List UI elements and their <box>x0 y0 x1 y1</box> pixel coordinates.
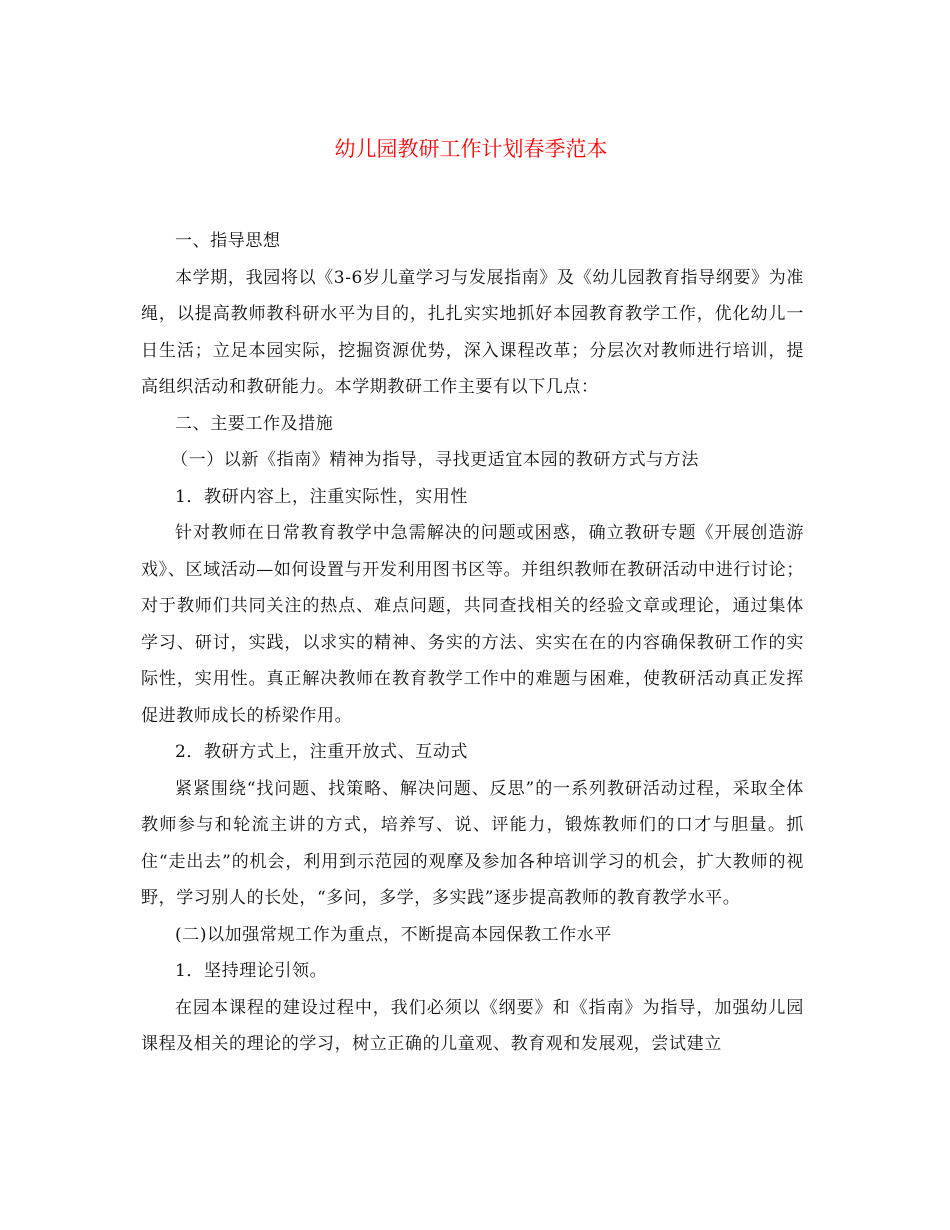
section-heading-guiding-ideology: 一、指导思想 <box>175 231 281 251</box>
paragraph-semester-overview: 本学期，我园将以《3-6岁儿童学习与发展指南》及《幼儿园教育指导纲要》为准绳，以提高教师教科研水平为目的，扎扎实实地抓好本园教育教学工作，优化幼儿一日生活；立足本园实际，挖掘资源优势，深入课程改革；分层次对教师进行培训，提高组织活动和教研能力。本学期教研工作主要有以下几点： <box>141 267 804 397</box>
item-heading-theory-guidance: 1．坚持理论引领。 <box>175 961 328 981</box>
document-title: 幼儿园教研工作计划春季范本 <box>334 137 608 161</box>
paragraph-research-content: 针对教师在日常教育教学中急需解决的问题或困惑，确立教研专题《开展创造游戏》、区域活动—如何设置与开发利用图书区等。并组织教师在教研活动中进行讨论；对于教师们共同关注的热点、难点问题，共同查找相关的经验文章或理论，通过集体学习、研讨，实践，以求实的精神、务实的方法、实实在在的内容确保教研工作的实际性，实用性。真正解决教师在教育教学工作中的难题与困难，使教研活动真正发挥促进教师成长的桥梁作用。 <box>141 523 804 726</box>
item-heading-research-method: 2．教研方式上，注重开放式、互动式 <box>175 742 469 762</box>
paragraph-theory-guidance: 在园本课程的建设过程中，我们必须以《纲要》和《指南》为指导，加强幼儿园课程及相关的理论的学习，树立正确的儿童观、教育观和发展观，尝试建立 <box>141 997 804 1054</box>
item-heading-research-content: 1．教研内容上，注重实际性，实用性 <box>175 486 469 507</box>
paragraph-research-method: 紧紧围绕“找问题、找策略、解决问题、反思”的一系列教研活动过程，采取全体教师参与和轮流主讲的方式，培养写、说、评能力，锻炼教师们的口才与胆量。抓住“走出去”的机会，利用到示范园的观摩及参加各种培训学习的机会，扩大教师的视野，学习别人的长处，“多问，多学，多实践”逐步提高教师的教育教学水平。 <box>141 778 804 908</box>
subsection-heading-routine-work: (二)以加强常规工作为重点，不断提高本园保教工作水平 <box>175 924 612 945</box>
subsection-heading-guide-spirit: （一）以新《指南》精神为指导，寻找更适宜本园的教研方式与方法 <box>171 450 699 470</box>
section-heading-main-work: 二、主要工作及措施 <box>175 413 334 434</box>
document-body <box>141 223 804 1063</box>
